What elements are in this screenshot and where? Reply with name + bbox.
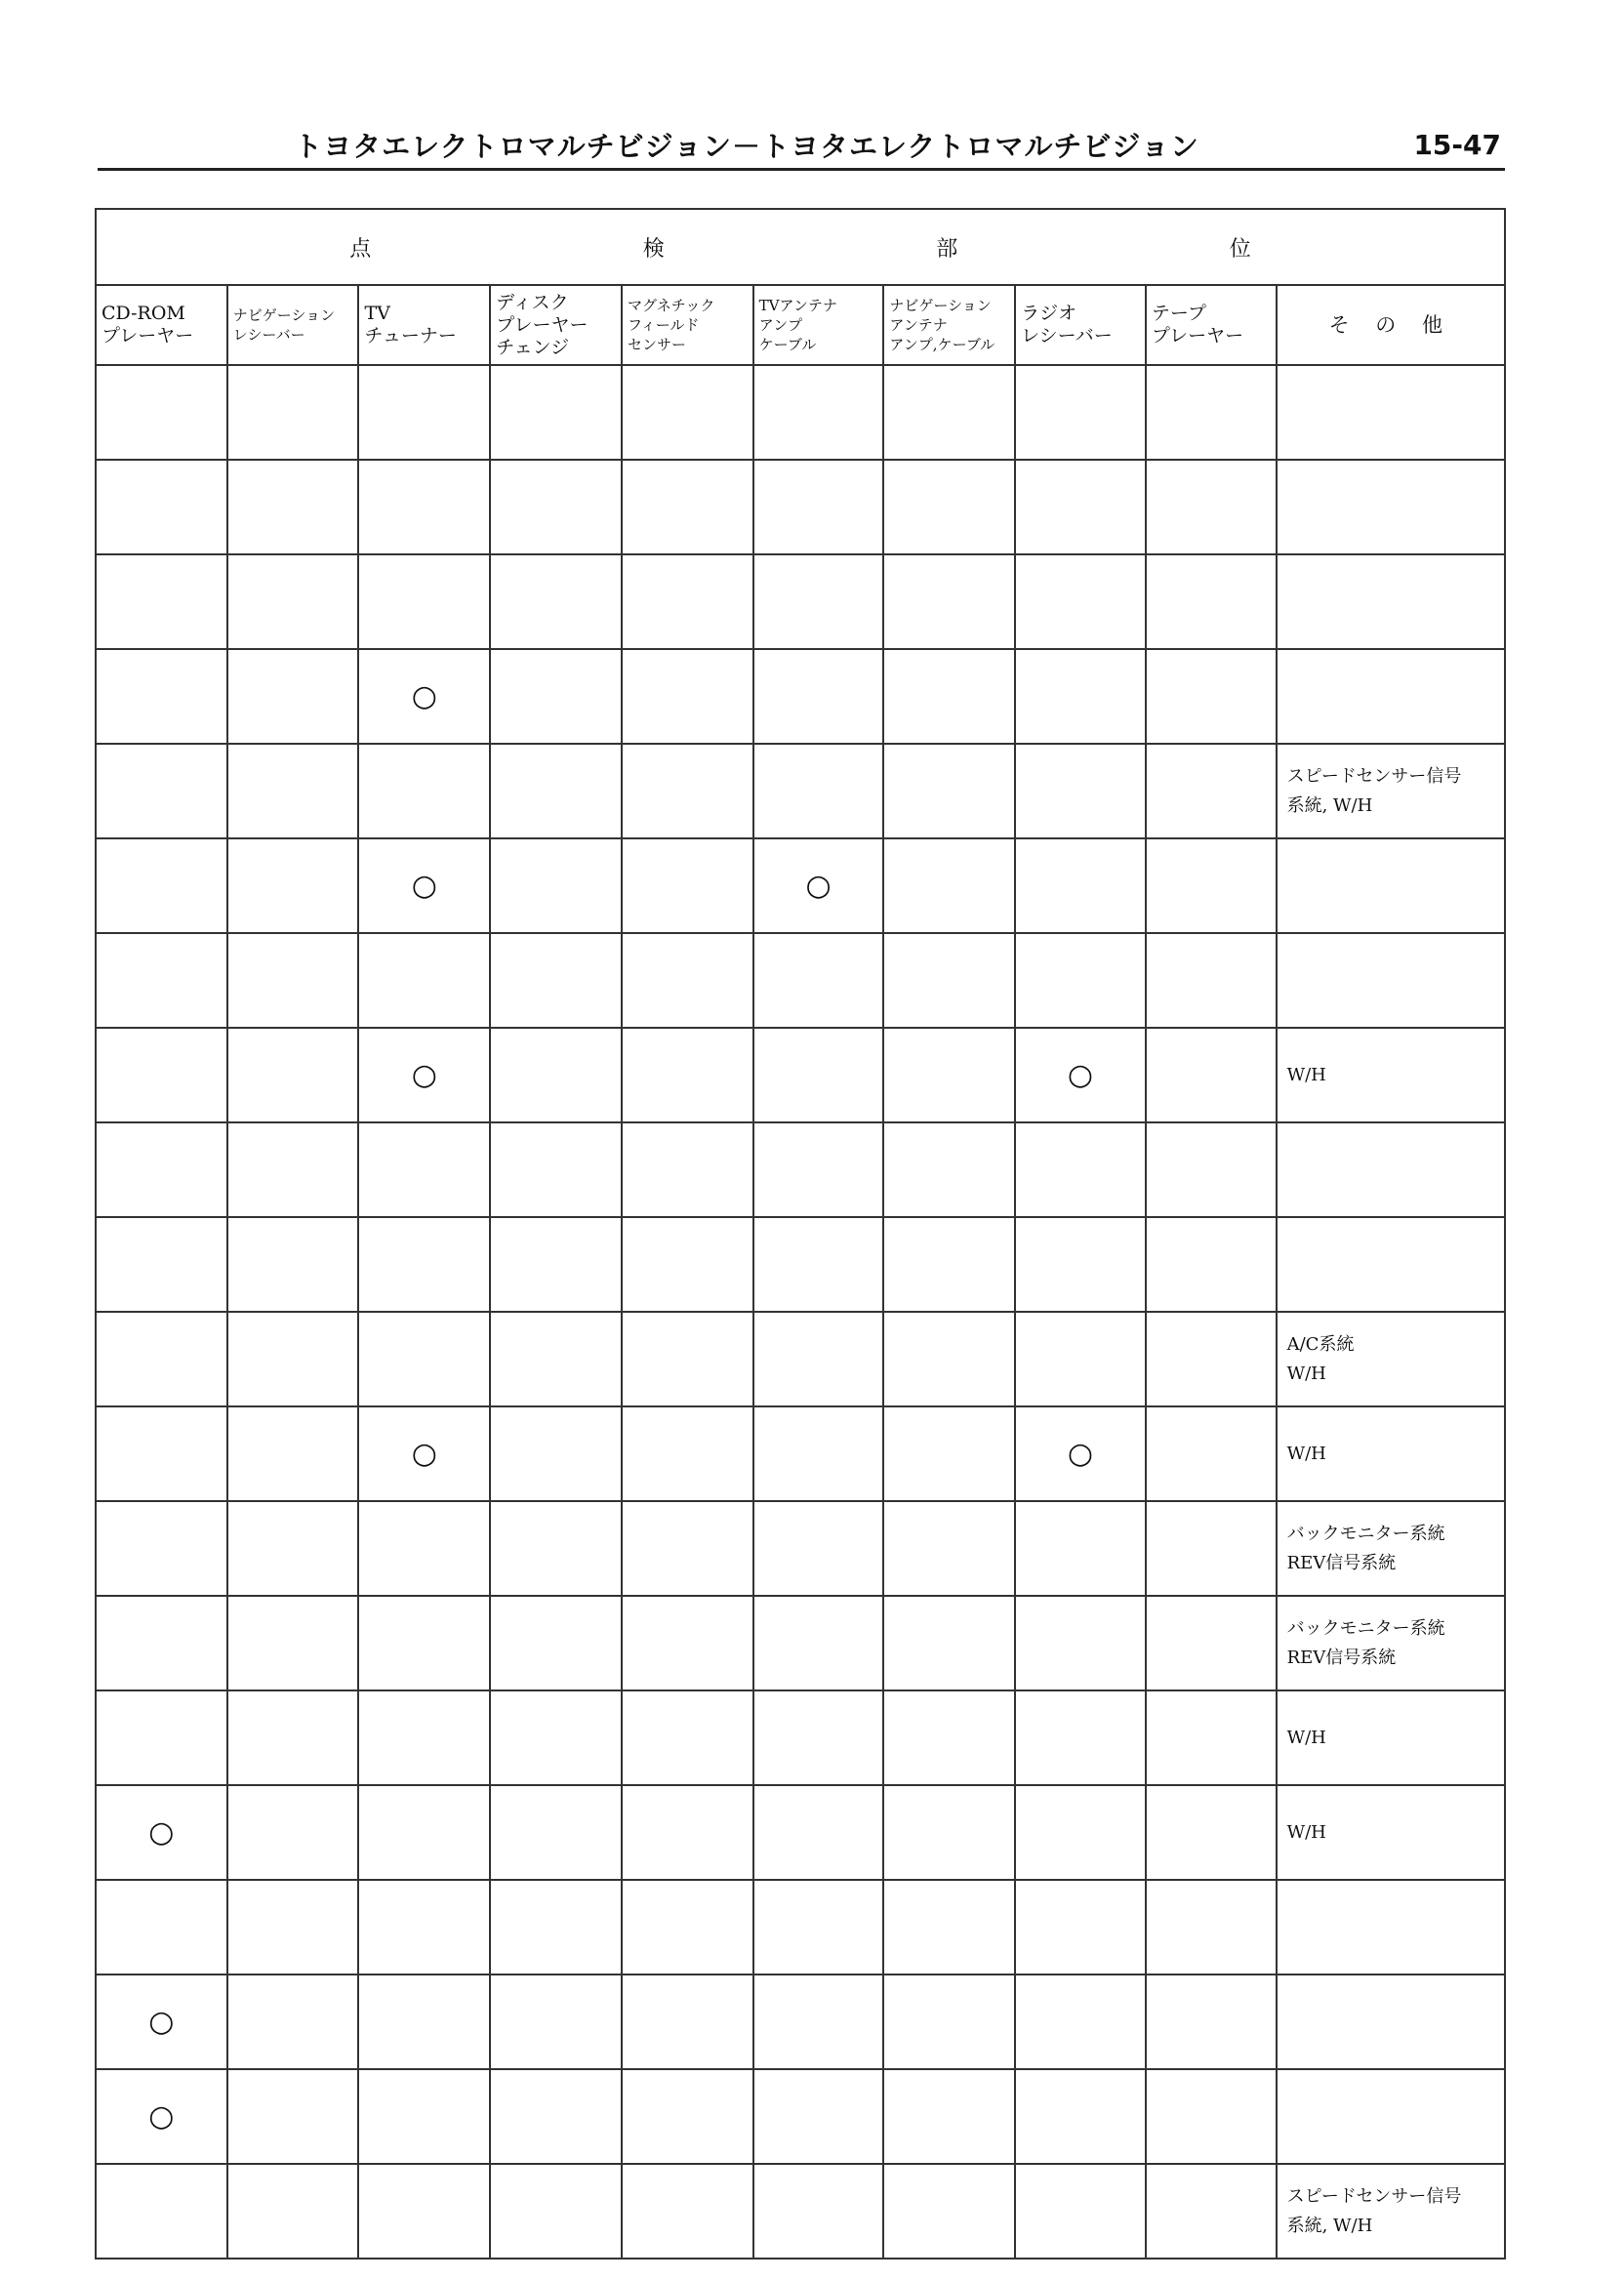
table-row	[96, 1975, 1505, 2069]
cell-navigation-antenna	[883, 1406, 1015, 1501]
cell-other	[1277, 2069, 1505, 2164]
cell-other	[1277, 1975, 1505, 2069]
cell-navigation-receiver	[227, 1028, 359, 1122]
cell-other: W/H	[1277, 1785, 1505, 1880]
cell-tv-tuner	[358, 1596, 490, 1690]
cell-cd-rom-player	[96, 1028, 227, 1122]
cell-tv-antenna	[753, 1122, 884, 1217]
cell-cd-rom-player	[96, 933, 227, 1028]
table-row	[96, 1501, 1505, 1596]
cell-tv-tuner	[358, 1785, 490, 1880]
column-header-magnetic-sensor: マグネチック フィールド センサー	[622, 285, 753, 365]
cell-navigation-receiver	[227, 365, 359, 460]
cell-cd-rom-player	[96, 1122, 227, 1217]
cell-navigation-antenna	[883, 838, 1015, 933]
cell-tv-antenna	[753, 1217, 884, 1312]
table-row	[96, 554, 1505, 649]
cell-navigation-receiver	[227, 460, 359, 554]
cell-tape-player	[1146, 2069, 1277, 2164]
cell-disc-changer	[490, 838, 622, 933]
cell-tv-antenna	[753, 1028, 884, 1122]
cell-navigation-receiver	[227, 1312, 359, 1406]
cell-tape-player	[1146, 554, 1277, 649]
cell-radio-receiver	[1015, 1312, 1146, 1406]
cell-disc-changer	[490, 2069, 622, 2164]
cell-tv-tuner	[358, 460, 490, 554]
cell-tv-antenna	[753, 933, 884, 1028]
cell-navigation-antenna	[883, 1596, 1015, 1690]
cell-radio-receiver	[1015, 744, 1146, 838]
cell-disc-changer	[490, 1028, 622, 1122]
cell-tv-antenna: ○	[753, 838, 884, 933]
cell-magnetic-sensor	[622, 1122, 753, 1217]
cell-cd-rom-player	[96, 1690, 227, 1785]
cell-tape-player	[1146, 1785, 1277, 1880]
cell-tape-player	[1146, 1406, 1277, 1501]
table-row	[96, 649, 1505, 744]
table-row	[96, 933, 1505, 1028]
cell-navigation-antenna	[883, 1690, 1015, 1785]
table-row	[96, 365, 1505, 460]
cell-disc-changer	[490, 1785, 622, 1880]
cell-tv-tuner	[358, 1501, 490, 1596]
cell-other: W/H	[1277, 1406, 1505, 1501]
table-row	[96, 1596, 1505, 1690]
table-row	[96, 1028, 1505, 1122]
cell-tv-antenna	[753, 1975, 884, 2069]
cell-navigation-antenna	[883, 1217, 1015, 1312]
cell-navigation-antenna	[883, 1122, 1015, 1217]
cell-tv-antenna	[753, 649, 884, 744]
cell-navigation-receiver	[227, 1406, 359, 1501]
group-header-row	[96, 209, 1505, 285]
table-row	[96, 1217, 1505, 1312]
cell-tv-antenna	[753, 744, 884, 838]
cell-other	[1277, 1217, 1505, 1312]
cell-radio-receiver	[1015, 460, 1146, 554]
cell-radio-receiver	[1015, 2164, 1146, 2259]
cell-magnetic-sensor	[622, 1312, 753, 1406]
cell-tv-antenna	[753, 554, 884, 649]
cell-navigation-antenna	[883, 554, 1015, 649]
cell-navigation-receiver	[227, 1785, 359, 1880]
cell-cd-rom-player: ○	[96, 2069, 227, 2164]
cell-magnetic-sensor	[622, 1596, 753, 1690]
column-header-navigation-receiver: ナビゲーション レシーバー	[227, 285, 359, 365]
cell-navigation-antenna	[883, 460, 1015, 554]
cell-tape-player	[1146, 1312, 1277, 1406]
group-header-char: 点	[349, 236, 372, 262]
cell-other	[1277, 933, 1505, 1028]
cell-tv-tuner	[358, 1122, 490, 1217]
cell-disc-changer	[490, 1312, 622, 1406]
cell-cd-rom-player	[96, 838, 227, 933]
cell-tv-antenna	[753, 1406, 884, 1501]
cell-tv-antenna	[753, 1880, 884, 1975]
column-header-tv-tuner: TV チューナー	[358, 285, 490, 365]
column-header-radio-receiver: ラジオ レシーバー	[1015, 285, 1146, 365]
cell-magnetic-sensor	[622, 744, 753, 838]
cell-navigation-receiver	[227, 2164, 359, 2259]
cell-navigation-receiver	[227, 838, 359, 933]
cell-radio-receiver	[1015, 1217, 1146, 1312]
cell-tape-player	[1146, 1122, 1277, 1217]
cell-navigation-antenna	[883, 1975, 1015, 2069]
cell-other: スピードセンサー信号 系統, W/H	[1277, 2164, 1505, 2259]
cell-tv-antenna	[753, 365, 884, 460]
cell-other: W/H	[1277, 1690, 1505, 1785]
cell-tv-antenna	[753, 1501, 884, 1596]
cell-radio-receiver	[1015, 365, 1146, 460]
cell-tv-tuner: ○	[358, 649, 490, 744]
cell-navigation-antenna	[883, 2069, 1015, 2164]
cell-cd-rom-player	[96, 744, 227, 838]
cell-tv-tuner	[358, 933, 490, 1028]
cell-tape-player	[1146, 838, 1277, 933]
cell-magnetic-sensor	[622, 838, 753, 933]
cell-navigation-antenna	[883, 1880, 1015, 1975]
cell-magnetic-sensor	[622, 649, 753, 744]
cell-tv-tuner	[358, 1690, 490, 1785]
table-row	[96, 1406, 1505, 1501]
cell-cd-rom-player	[96, 2164, 227, 2259]
cell-radio-receiver	[1015, 649, 1146, 744]
page-header	[98, 117, 1505, 171]
table-row	[96, 744, 1505, 838]
cell-cd-rom-player	[96, 365, 227, 460]
cell-radio-receiver: ○	[1015, 1028, 1146, 1122]
cell-other: W/H	[1277, 1028, 1505, 1122]
cell-tape-player	[1146, 1028, 1277, 1122]
cell-other: スピードセンサー信号 系統, W/H	[1277, 744, 1505, 838]
cell-navigation-receiver	[227, 744, 359, 838]
cell-magnetic-sensor	[622, 1690, 753, 1785]
cell-navigation-receiver	[227, 1501, 359, 1596]
group-header-char: 検	[642, 236, 665, 262]
table-row	[96, 460, 1505, 554]
page-title: トヨタエレクトロマルチビジョン－トヨタエレクトロマルチビジョン	[294, 130, 1199, 163]
cell-tape-player	[1146, 933, 1277, 1028]
cell-navigation-receiver	[227, 649, 359, 744]
cell-tv-tuner	[358, 365, 490, 460]
cell-tape-player	[1146, 460, 1277, 554]
cell-radio-receiver	[1015, 554, 1146, 649]
cell-other	[1277, 1880, 1505, 1975]
column-header-tv-antenna: TVアンテナ アンプ ケーブル	[753, 285, 884, 365]
cell-tape-player	[1146, 744, 1277, 838]
cell-navigation-antenna	[883, 365, 1015, 460]
cell-magnetic-sensor	[622, 933, 753, 1028]
cell-tv-tuner	[358, 1880, 490, 1975]
cell-tv-antenna	[753, 1312, 884, 1406]
cell-navigation-antenna	[883, 933, 1015, 1028]
cell-navigation-receiver	[227, 933, 359, 1028]
cell-magnetic-sensor	[622, 460, 753, 554]
cell-navigation-antenna	[883, 2164, 1015, 2259]
cell-magnetic-sensor	[622, 1501, 753, 1596]
cell-disc-changer	[490, 365, 622, 460]
cell-cd-rom-player	[96, 460, 227, 554]
cell-navigation-antenna	[883, 744, 1015, 838]
cell-cd-rom-player	[96, 1406, 227, 1501]
cell-tape-player	[1146, 1880, 1277, 1975]
cell-magnetic-sensor	[622, 1785, 753, 1880]
cell-disc-changer	[490, 933, 622, 1028]
table-row	[96, 1122, 1505, 1217]
cell-radio-receiver	[1015, 1596, 1146, 1690]
cell-disc-changer	[490, 1406, 622, 1501]
cell-radio-receiver	[1015, 1785, 1146, 1880]
cell-other: バックモニター系統 REV信号系統	[1277, 1501, 1505, 1596]
group-header-char: 部	[936, 236, 958, 262]
cell-cd-rom-player	[96, 1312, 227, 1406]
cell-tape-player	[1146, 2164, 1277, 2259]
cell-disc-changer	[490, 554, 622, 649]
cell-disc-changer	[490, 649, 622, 744]
cell-tv-antenna	[753, 2164, 884, 2259]
cell-cd-rom-player	[96, 649, 227, 744]
cell-navigation-receiver	[227, 1122, 359, 1217]
cell-radio-receiver: ○	[1015, 1406, 1146, 1501]
cell-magnetic-sensor	[622, 1217, 753, 1312]
cell-navigation-receiver	[227, 1975, 359, 2069]
cell-radio-receiver	[1015, 2069, 1146, 2164]
column-header-cd-rom-player: CD-ROM プレーヤー	[96, 285, 227, 365]
cell-tape-player	[1146, 1501, 1277, 1596]
cell-cd-rom-player	[96, 1880, 227, 1975]
cell-magnetic-sensor	[622, 1975, 753, 2069]
cell-tv-tuner: ○	[358, 1028, 490, 1122]
cell-disc-changer	[490, 1217, 622, 1312]
cell-magnetic-sensor	[622, 554, 753, 649]
cell-magnetic-sensor	[622, 1880, 753, 1975]
cell-radio-receiver	[1015, 1975, 1146, 2069]
cell-other	[1277, 649, 1505, 744]
cell-tape-player	[1146, 365, 1277, 460]
cell-tv-antenna	[753, 1596, 884, 1690]
cell-other: バックモニター系統 REV信号系統	[1277, 1596, 1505, 1690]
cell-tape-player	[1146, 649, 1277, 744]
cell-tv-antenna	[753, 1785, 884, 1880]
cell-tape-player	[1146, 1975, 1277, 2069]
cell-magnetic-sensor	[622, 365, 753, 460]
group-header-char: 位	[1229, 236, 1251, 262]
cell-other: A/C系統 W/H	[1277, 1312, 1505, 1406]
cell-magnetic-sensor	[622, 1406, 753, 1501]
cell-navigation-antenna	[883, 1312, 1015, 1406]
cell-disc-changer	[490, 1880, 622, 1975]
cell-disc-changer	[490, 1975, 622, 2069]
cell-tv-tuner	[358, 2069, 490, 2164]
cell-navigation-receiver	[227, 2069, 359, 2164]
cell-tv-tuner	[358, 1975, 490, 2069]
page-number: 15-47	[1413, 129, 1501, 161]
cell-cd-rom-player	[96, 1501, 227, 1596]
cell-cd-rom-player: ○	[96, 1785, 227, 1880]
cell-cd-rom-player	[96, 1596, 227, 1690]
cell-magnetic-sensor	[622, 1028, 753, 1122]
table-row	[96, 1312, 1505, 1406]
column-header-disc-changer: ディスク プレーヤー チェンジ	[490, 285, 622, 365]
cell-navigation-receiver	[227, 1596, 359, 1690]
inspection-part-header	[96, 209, 1505, 285]
cell-other	[1277, 554, 1505, 649]
cell-disc-changer	[490, 2164, 622, 2259]
inspection-table	[95, 208, 1506, 2260]
cell-cd-rom-player: ○	[96, 1975, 227, 2069]
cell-cd-rom-player	[96, 554, 227, 649]
cell-tv-tuner	[358, 744, 490, 838]
cell-navigation-antenna	[883, 1028, 1015, 1122]
table-row	[96, 2164, 1505, 2259]
cell-tv-tuner	[358, 554, 490, 649]
cell-radio-receiver	[1015, 1880, 1146, 1975]
cell-disc-changer	[490, 1690, 622, 1785]
cell-other	[1277, 838, 1505, 933]
cell-navigation-antenna	[883, 1785, 1015, 1880]
cell-radio-receiver	[1015, 1690, 1146, 1785]
cell-magnetic-sensor	[622, 2069, 753, 2164]
cell-tape-player	[1146, 1690, 1277, 1785]
cell-tape-player	[1146, 1596, 1277, 1690]
cell-navigation-receiver	[227, 554, 359, 649]
cell-other	[1277, 365, 1505, 460]
cell-radio-receiver	[1015, 933, 1146, 1028]
cell-radio-receiver	[1015, 1122, 1146, 1217]
cell-cd-rom-player	[96, 1217, 227, 1312]
table-row	[96, 1785, 1505, 1880]
cell-tv-tuner: ○	[358, 1406, 490, 1501]
column-header-row	[96, 285, 1505, 365]
table-row	[96, 2069, 1505, 2164]
table-row	[96, 838, 1505, 933]
column-header-navigation-antenna: ナビゲーション アンテナ アンプ,ケーブル	[883, 285, 1015, 365]
cell-tv-tuner	[358, 2164, 490, 2259]
cell-disc-changer	[490, 460, 622, 554]
cell-navigation-receiver	[227, 1880, 359, 1975]
table-row	[96, 1880, 1505, 1975]
cell-tv-antenna	[753, 460, 884, 554]
cell-disc-changer	[490, 1122, 622, 1217]
column-header-other: そ の 他	[1277, 285, 1505, 365]
cell-tape-player	[1146, 1217, 1277, 1312]
cell-tv-tuner	[358, 1217, 490, 1312]
cell-disc-changer	[490, 1501, 622, 1596]
cell-radio-receiver	[1015, 838, 1146, 933]
cell-navigation-receiver	[227, 1690, 359, 1785]
cell-other	[1277, 460, 1505, 554]
cell-magnetic-sensor	[622, 2164, 753, 2259]
cell-other	[1277, 1122, 1505, 1217]
cell-radio-receiver	[1015, 1501, 1146, 1596]
cell-tv-tuner	[358, 1312, 490, 1406]
cell-navigation-antenna	[883, 1501, 1015, 1596]
cell-tv-tuner: ○	[358, 838, 490, 933]
cell-tv-antenna	[753, 1690, 884, 1785]
cell-navigation-receiver	[227, 1217, 359, 1312]
cell-disc-changer	[490, 744, 622, 838]
cell-disc-changer	[490, 1596, 622, 1690]
cell-tv-antenna	[753, 2069, 884, 2164]
cell-navigation-antenna	[883, 649, 1015, 744]
column-header-tape-player: テープ プレーヤー	[1146, 285, 1277, 365]
table-row	[96, 1690, 1505, 1785]
